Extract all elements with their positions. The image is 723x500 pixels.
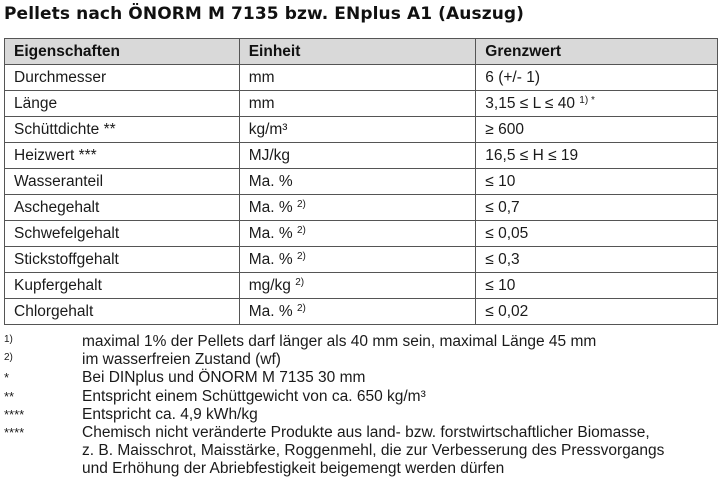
footnote-mark <box>4 442 82 460</box>
footnote-line <box>4 424 720 442</box>
cell-unit <box>239 91 476 117</box>
cell-unit <box>239 117 476 143</box>
cell-limit <box>476 273 718 299</box>
cell-limit <box>476 221 718 247</box>
footnote-line <box>4 442 720 460</box>
footnote-line <box>4 406 720 424</box>
unit-footnote-ref: 2) <box>296 302 306 314</box>
cell-limit <box>476 143 718 169</box>
footnote-line <box>4 333 720 351</box>
cell-limit <box>476 91 718 117</box>
table-row <box>5 221 718 247</box>
footnote-text: Entspricht ca. 4,9 kWh/kg <box>82 405 258 423</box>
unit-footnote-ref: 2) <box>296 250 306 262</box>
cell-property <box>5 273 240 299</box>
cell-limit <box>476 65 718 91</box>
unit-label: mg/kg <box>248 276 291 294</box>
footnote-line <box>4 460 720 478</box>
table-row <box>5 169 718 195</box>
table-row <box>5 91 718 117</box>
cell-property <box>5 143 240 169</box>
cell-property <box>5 91 240 117</box>
property-label: Wasseranteil <box>14 172 104 190</box>
column-header-eigenschaften: Eigenschaften <box>5 39 240 65</box>
cell-unit <box>239 169 476 195</box>
property-label: Kupfergehalt <box>14 276 102 294</box>
property-label: Heizwert *** <box>14 146 97 164</box>
footnote-line <box>4 369 720 387</box>
cell-unit <box>239 299 476 325</box>
cell-property <box>5 195 240 221</box>
footnote-text: Chemisch nicht veränderte Produkte aus land- bzw. forstwirtschaftlicher Biomasse, <box>82 424 650 442</box>
footnote-line <box>4 351 720 369</box>
unit-label: Ma. % <box>248 198 293 216</box>
footnote-text: z. B. Maisschrot, Maisstärke, Roggenmehl, die zur Verbesserung des Pressvorgangs <box>82 442 665 460</box>
cell-unit <box>239 143 476 169</box>
unit-footnote-ref: 2) <box>295 276 305 288</box>
table-header-row <box>5 39 718 65</box>
limit-value: 16,5 ≤ H ≤ 19 <box>485 146 579 164</box>
footnote-mark <box>4 351 82 369</box>
unit-label: mm <box>248 68 275 86</box>
limit-value: ≥ 600 <box>485 120 524 138</box>
cell-property <box>5 117 240 143</box>
unit-footnote-ref: 2) <box>296 198 306 210</box>
property-label: Aschegehalt <box>14 198 100 216</box>
footnote-text: Bei DINplus und ÖNORM M 7135 30 mm <box>82 369 366 387</box>
cell-limit <box>476 299 718 325</box>
page-title: Pellets nach ÖNORM M 7135 bzw. ENplus A1 (Auszug) <box>4 4 525 24</box>
table-row <box>5 143 718 169</box>
footnote-mark-text: 1) <box>4 334 13 345</box>
cell-limit <box>476 117 718 143</box>
table-row <box>5 195 718 221</box>
footnotes <box>4 333 720 479</box>
table-row <box>5 117 718 143</box>
unit-label: mm <box>248 94 275 112</box>
limit-value: 6 (+/- 1) <box>485 68 540 86</box>
cell-unit <box>239 65 476 91</box>
property-label: Schüttdichte ** <box>14 120 116 138</box>
footnote-mark <box>4 333 82 351</box>
unit-label: Ma. % <box>248 250 293 268</box>
cell-unit <box>239 195 476 221</box>
table-row <box>5 247 718 273</box>
cell-property <box>5 221 240 247</box>
footnote-mark <box>4 460 82 478</box>
cell-unit <box>239 221 476 247</box>
cell-limit <box>476 247 718 273</box>
limit-value: ≤ 0,7 <box>485 198 520 216</box>
footnote-text: Entspricht einem Schüttgewicht von ca. 650 kg/m³ <box>82 387 426 405</box>
unit-label: Ma. % <box>248 302 293 320</box>
property-label: Chlorgehalt <box>14 302 94 320</box>
column-header-grenzwert: Grenzwert <box>476 39 718 65</box>
limit-value: ≤ 0,3 <box>485 250 520 268</box>
limit-footnote-ref: 1) * <box>579 94 595 106</box>
footnote-text: maximal 1% der Pellets darf länger als 40 mm sein, maximal Länge 45 mm <box>82 333 597 350</box>
footnote-mark: ** <box>4 388 15 404</box>
footnote-text: im wasserfreien Zustand (wf) <box>82 351 281 369</box>
footnote-mark: **** <box>4 406 25 422</box>
property-label: Länge <box>14 94 58 112</box>
cell-unit <box>239 247 476 273</box>
cell-limit <box>476 195 718 221</box>
cell-property <box>5 169 240 195</box>
cell-property <box>5 65 240 91</box>
footnote-mark: * <box>4 370 10 386</box>
table-row <box>5 273 718 299</box>
unit-footnote-ref: 2) <box>296 224 306 236</box>
column-header-einheit: Einheit <box>239 39 476 65</box>
footnote-text: und Erhöhung der Abriebfestigkeit beigemengt werden dürfen <box>82 460 505 478</box>
pellet-spec-table <box>4 38 718 325</box>
limit-value: 3,15 ≤ L ≤ 40 <box>485 94 575 112</box>
unit-label: Ma. % <box>248 224 293 242</box>
property-label: Stickstoffgehalt <box>14 250 119 268</box>
unit-label: kg/m³ <box>248 120 288 138</box>
cell-unit <box>239 273 476 299</box>
table-row <box>5 299 718 325</box>
footnote-mark-text: 2) <box>4 352 13 364</box>
footnote-mark: **** <box>4 425 25 441</box>
unit-label: Ma. % <box>248 172 293 190</box>
property-label: Durchmesser <box>14 68 107 86</box>
cell-property <box>5 247 240 273</box>
cell-limit <box>476 169 718 195</box>
footnote-line <box>4 388 720 406</box>
limit-value: ≤ 10 <box>485 172 516 190</box>
cell-property <box>5 299 240 325</box>
unit-label: MJ/kg <box>248 146 291 164</box>
limit-value: ≤ 10 <box>485 276 516 294</box>
table-row <box>5 65 718 91</box>
property-label: Schwefelgehalt <box>14 224 120 242</box>
limit-value: ≤ 0,02 <box>485 302 529 320</box>
limit-value: ≤ 0,05 <box>485 224 529 242</box>
